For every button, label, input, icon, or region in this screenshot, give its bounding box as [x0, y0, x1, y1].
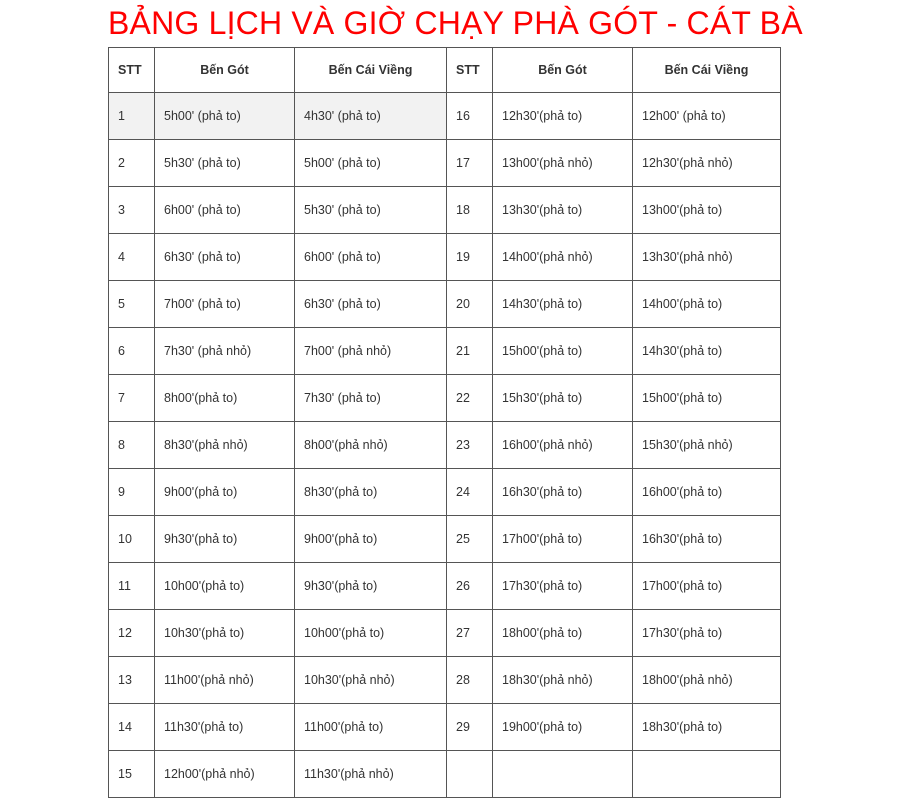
cell-stt-left: 10: [109, 516, 155, 563]
cell-ben-cai-vieng-right: 17h30'(phả to): [633, 610, 781, 657]
page-title: BẢNG LỊCH VÀ GIỜ CHẠY PHÀ GÓT - CÁT BÀ: [108, 5, 803, 41]
cell-ben-got-left: 10h30'(phả to): [155, 610, 295, 657]
cell-ben-got-left: 5h30' (phả to): [155, 140, 295, 187]
cell-ben-cai-vieng-right: 16h00'(phả to): [633, 469, 781, 516]
header-ben-cai-vieng-left: Bến Cái Viềng: [295, 48, 447, 93]
cell-ben-got-right: 14h00'(phả nhỏ): [493, 234, 633, 281]
cell-ben-cai-vieng-right: 18h30'(phả to): [633, 704, 781, 751]
cell-ben-got-right: 17h30'(phả to): [493, 563, 633, 610]
cell-ben-got-left: 8h30'(phả nhỏ): [155, 422, 295, 469]
cell-ben-cai-vieng-left: 8h00'(phả nhỏ): [295, 422, 447, 469]
cell-stt-left: 3: [109, 187, 155, 234]
cell-stt-left: 12: [109, 610, 155, 657]
table-row: [109, 610, 781, 657]
cell-ben-cai-vieng-right: [633, 751, 781, 798]
cell-ben-cai-vieng-right: 15h00'(phả to): [633, 375, 781, 422]
table-row: [109, 234, 781, 281]
cell-stt-right: 24: [447, 469, 493, 516]
cell-ben-cai-vieng-left: 7h00' (phả nhỏ): [295, 328, 447, 375]
table-row: [109, 657, 781, 704]
cell-ben-cai-vieng-right: 17h00'(phả to): [633, 563, 781, 610]
cell-ben-cai-vieng-right: 12h00' (phả to): [633, 93, 781, 140]
ferry-schedule-table: [108, 47, 781, 798]
cell-stt-right: [447, 751, 493, 798]
cell-ben-cai-vieng-right: 12h30'(phả nhỏ): [633, 140, 781, 187]
cell-stt-right: 17: [447, 140, 493, 187]
cell-stt-right: 19: [447, 234, 493, 281]
cell-stt-right: 26: [447, 563, 493, 610]
table-row: [109, 751, 781, 798]
cell-ben-cai-vieng-left: 11h30'(phả nhỏ): [295, 751, 447, 798]
cell-ben-got-right: 18h30'(phả nhỏ): [493, 657, 633, 704]
cell-ben-got-left: 7h30' (phả nhỏ): [155, 328, 295, 375]
cell-ben-got-right: [493, 751, 633, 798]
cell-ben-got-right: 12h30'(phả to): [493, 93, 633, 140]
cell-ben-cai-vieng-left: 9h30'(phả to): [295, 563, 447, 610]
cell-stt-right: 21: [447, 328, 493, 375]
cell-ben-cai-vieng-right: 14h30'(phả to): [633, 328, 781, 375]
table-row: [109, 422, 781, 469]
cell-stt-left: 8: [109, 422, 155, 469]
cell-ben-got-left: 8h00'(phả to): [155, 375, 295, 422]
cell-stt-right: 16: [447, 93, 493, 140]
cell-ben-got-right: 13h00'(phả nhỏ): [493, 140, 633, 187]
table-row: [109, 93, 781, 140]
cell-ben-cai-vieng-left: 8h30'(phả to): [295, 469, 447, 516]
cell-ben-cai-vieng-left: 6h30' (phả to): [295, 281, 447, 328]
header-ben-got-left: Bến Gót: [155, 48, 295, 93]
table-row: [109, 704, 781, 751]
cell-ben-got-right: 15h00'(phả to): [493, 328, 633, 375]
cell-ben-cai-vieng-right: 14h00'(phả to): [633, 281, 781, 328]
cell-ben-cai-vieng-left: 6h00' (phả to): [295, 234, 447, 281]
table-row: [109, 140, 781, 187]
table-row: [109, 187, 781, 234]
cell-ben-got-left: 9h00'(phả to): [155, 469, 295, 516]
table-body: [109, 93, 781, 798]
cell-stt-left: 13: [109, 657, 155, 704]
cell-stt-right: 29: [447, 704, 493, 751]
cell-stt-left: 9: [109, 469, 155, 516]
cell-ben-cai-vieng-right: 18h00'(phả nhỏ): [633, 657, 781, 704]
cell-ben-cai-vieng-left: 5h00' (phả to): [295, 140, 447, 187]
cell-ben-got-left: 7h00' (phả to): [155, 281, 295, 328]
cell-stt-left: 4: [109, 234, 155, 281]
cell-ben-cai-vieng-left: 11h00'(phả to): [295, 704, 447, 751]
cell-ben-cai-vieng-left: 9h00'(phả to): [295, 516, 447, 563]
cell-ben-got-right: 13h30'(phả to): [493, 187, 633, 234]
cell-stt-left: 6: [109, 328, 155, 375]
cell-ben-got-left: 6h30' (phả to): [155, 234, 295, 281]
cell-stt-left: 7: [109, 375, 155, 422]
cell-stt-left: 11: [109, 563, 155, 610]
cell-stt-right: 25: [447, 516, 493, 563]
header-ben-cai-vieng-right: Bến Cái Viềng: [633, 48, 781, 93]
header-ben-got-right: Bến Gót: [493, 48, 633, 93]
cell-stt-right: 22: [447, 375, 493, 422]
table-row: [109, 328, 781, 375]
table-row: [109, 516, 781, 563]
cell-ben-got-left: 5h00' (phả to): [155, 93, 295, 140]
cell-ben-got-right: 16h30'(phả to): [493, 469, 633, 516]
cell-ben-got-left: 12h00'(phả nhỏ): [155, 751, 295, 798]
table-row: [109, 563, 781, 610]
cell-ben-got-left: 10h00'(phả to): [155, 563, 295, 610]
cell-ben-got-right: 18h00'(phả to): [493, 610, 633, 657]
cell-ben-got-right: 14h30'(phả to): [493, 281, 633, 328]
cell-stt-left: 2: [109, 140, 155, 187]
table-row: [109, 375, 781, 422]
cell-ben-got-right: 19h00'(phả to): [493, 704, 633, 751]
cell-ben-cai-vieng-right: 16h30'(phả to): [633, 516, 781, 563]
cell-ben-cai-vieng-left: 10h00'(phả to): [295, 610, 447, 657]
cell-ben-got-left: 11h30'(phả to): [155, 704, 295, 751]
cell-ben-cai-vieng-right: 13h30'(phả nhỏ): [633, 234, 781, 281]
table-header-row: [109, 48, 781, 93]
cell-stt-right: 20: [447, 281, 493, 328]
cell-stt-right: 27: [447, 610, 493, 657]
table-row: [109, 469, 781, 516]
cell-stt-left: 5: [109, 281, 155, 328]
cell-ben-cai-vieng-left: 4h30' (phả to): [295, 93, 447, 140]
cell-ben-cai-vieng-left: 7h30' (phả to): [295, 375, 447, 422]
cell-ben-got-left: 9h30'(phả to): [155, 516, 295, 563]
cell-ben-cai-vieng-right: 13h00'(phả to): [633, 187, 781, 234]
cell-ben-got-left: 6h00' (phả to): [155, 187, 295, 234]
cell-ben-got-right: 15h30'(phả to): [493, 375, 633, 422]
cell-ben-cai-vieng-left: 5h30' (phả to): [295, 187, 447, 234]
cell-stt-left: 15: [109, 751, 155, 798]
cell-ben-got-right: 16h00'(phả nhỏ): [493, 422, 633, 469]
cell-ben-cai-vieng-right: 15h30'(phả nhỏ): [633, 422, 781, 469]
header-stt-left: STT: [109, 48, 155, 93]
cell-stt-right: 23: [447, 422, 493, 469]
cell-stt-right: 18: [447, 187, 493, 234]
cell-stt-left: 14: [109, 704, 155, 751]
cell-ben-got-left: 11h00'(phả nhỏ): [155, 657, 295, 704]
table-row: [109, 281, 781, 328]
cell-ben-cai-vieng-left: 10h30'(phả nhỏ): [295, 657, 447, 704]
header-stt-right: STT: [447, 48, 493, 93]
cell-stt-right: 28: [447, 657, 493, 704]
cell-stt-left: 1: [109, 93, 155, 140]
cell-ben-got-right: 17h00'(phả to): [493, 516, 633, 563]
